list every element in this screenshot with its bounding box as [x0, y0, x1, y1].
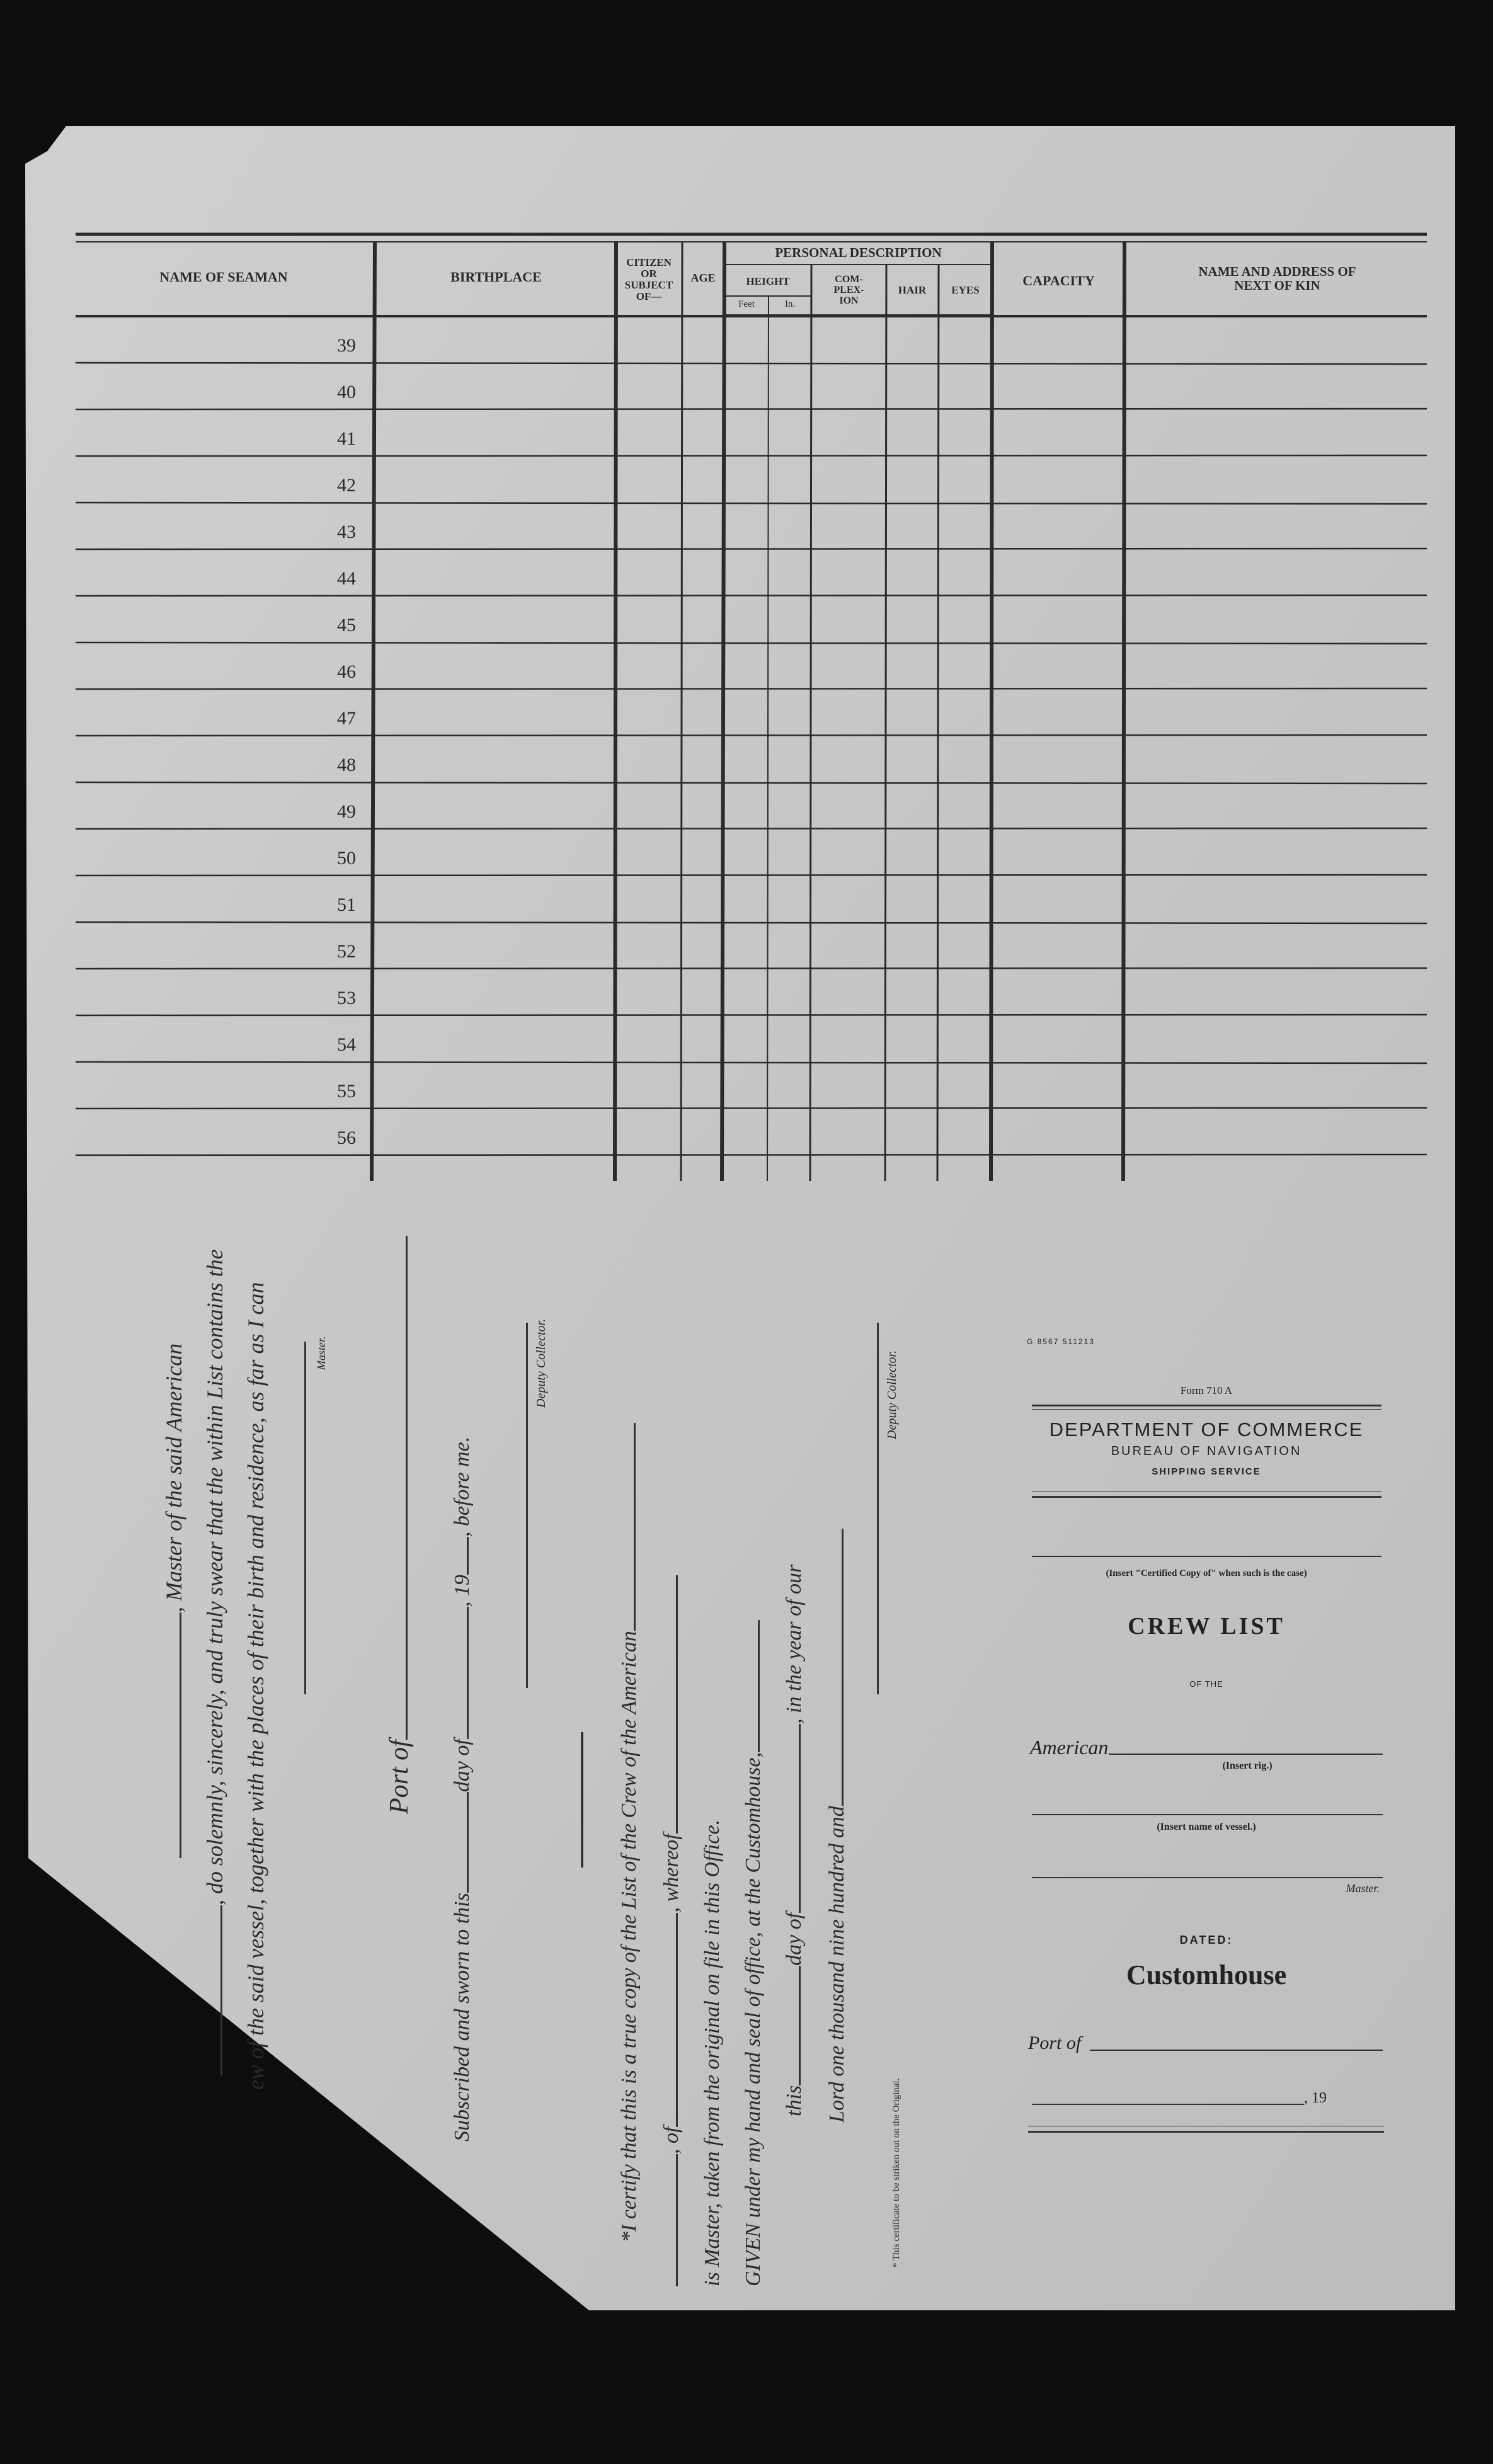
cover-rule-top-1: [1032, 1405, 1381, 1406]
cert-line-4: GIVEN under my hand and seal of office, at the Customhouse,: [741, 1620, 765, 2286]
row-number: 41: [337, 428, 356, 449]
port-of-line[interactable]: [1090, 2050, 1383, 2051]
customhouse-label: Customhouse: [1126, 1959, 1287, 1990]
deputy-collector-line-1: [526, 1323, 528, 1688]
american-label: American: [1030, 1736, 1109, 1759]
header-citizen: CITIZEN OR SUBJECT OF—: [624, 256, 673, 302]
deputy-collector-label-2: Deputy Collector.: [885, 1350, 899, 1439]
cover-master-label: Master.: [1346, 1882, 1380, 1895]
header-age: AGE: [690, 271, 716, 284]
row-number: 48: [337, 755, 356, 775]
cover-rule-mid-2: [1032, 1496, 1381, 1498]
row-number: 51: [337, 894, 356, 915]
certified-copy-line: [1032, 1556, 1381, 1557]
row-line: [76, 363, 1427, 364]
master-label: Master.: [315, 1336, 328, 1370]
cert-line-5: thisday of, in the year of our: [782, 1564, 806, 2116]
dated-label: DATED:: [1179, 1934, 1233, 1946]
header-next-of-kin: NAME AND ADDRESS OF NEXT OF KIN: [1198, 264, 1356, 294]
row-line: [76, 688, 1427, 689]
header-personal-description: PERSONAL DESCRIPTION: [775, 245, 942, 260]
header-height: HEIGHT: [746, 275, 790, 287]
row-number: 44: [337, 568, 356, 589]
insert-certified-note: (Insert "Certified Copy of" when such is the case): [1106, 1568, 1307, 1578]
oath-line-1: , Master of the said American: [161, 1343, 187, 1858]
cert-footnote: * This certificate to be striken out on the Original.: [891, 2078, 901, 2267]
row-line: [76, 1062, 1427, 1063]
row-line: [76, 875, 1427, 876]
deputy-collector-label-1: Deputy Collector.: [534, 1318, 548, 1408]
row-line: [76, 922, 1427, 923]
service-title: SHIPPING SERVICE: [1152, 1466, 1261, 1477]
row-number: 43: [337, 522, 356, 542]
bureau-title: BUREAU OF NAVIGATION: [1111, 1444, 1302, 1458]
crew-list-title: CREW LIST: [1128, 1613, 1285, 1640]
row-number: 50: [337, 848, 356, 869]
row-line: [76, 968, 1427, 969]
jurat-subscribed: Subscribed and sworn to thisday of, 19, before me.: [450, 1436, 474, 2142]
of-the-label: OF THE: [1189, 1679, 1223, 1689]
rig-line[interactable]: [1109, 1754, 1383, 1755]
header-inches: In.: [784, 299, 796, 309]
row-line: [76, 503, 1427, 504]
oath-line-2: , do solemnly, sincerely, and truly swear that the within List contains the: [202, 1249, 228, 2075]
insert-rig-note: (Insert rig.): [1222, 1760, 1273, 1771]
cover-rule-top-2: [1032, 1409, 1381, 1410]
row-number: 40: [337, 382, 356, 402]
master-name-line[interactable]: [1032, 1877, 1383, 1878]
date-line[interactable]: [1032, 2104, 1304, 2105]
divider-rule: [581, 1732, 583, 1868]
row-line: [76, 595, 1427, 596]
insert-vessel-note: (Insert name of vessel.): [1157, 1822, 1256, 1832]
row-line: [76, 782, 1427, 784]
jurat-port-of: Port of: [384, 1236, 415, 1814]
form-number: Form 710 A: [1180, 1384, 1233, 1396]
cert-line-3: is Master, taken from the original on file in this Office.: [701, 1819, 724, 2286]
header-capacity: CAPACITY: [1022, 273, 1095, 288]
row-number: 53: [337, 988, 356, 1008]
row-line: [76, 455, 1427, 456]
print-code: G 8567 511213: [1027, 1337, 1095, 1346]
row-number: 47: [337, 708, 356, 729]
header-hair: HAIR: [898, 284, 927, 296]
row-number: 39: [337, 335, 356, 356]
cover-rule-bottom-2: [1028, 2131, 1384, 2133]
row-line: [76, 735, 1427, 736]
cover-year-label: , 19: [1304, 2090, 1327, 2106]
master-signature-line: [304, 1342, 306, 1694]
row-line: [76, 1108, 1427, 1109]
row-number: 52: [337, 941, 356, 962]
row-number: 46: [337, 661, 356, 682]
row-number: 54: [337, 1034, 356, 1055]
row-line: [76, 828, 1427, 829]
row-number: 45: [337, 615, 356, 636]
cert-line-2: , of, whereof: [660, 1575, 684, 2286]
department-title: DEPARTMENT OF COMMERCE: [1049, 1418, 1364, 1440]
header-birthplace: BIRTHPLACE: [450, 269, 542, 285]
vessel-name-line[interactable]: [1032, 1814, 1383, 1815]
deputy-collector-line-2: [877, 1323, 879, 1694]
header-complexion: COM- PLEX- ION: [833, 274, 864, 306]
header-name-of-seaman: NAME OF SEAMAN: [159, 269, 288, 285]
header-eyes: EYES: [951, 284, 980, 296]
oath-line-3: ew of the said vessel, together with the places of their birth and residence, as far as I can: [243, 1282, 268, 2090]
cover-port-of-label: Port of: [1028, 2033, 1082, 2053]
row-number: 55: [337, 1081, 356, 1102]
row-line: [76, 642, 1427, 644]
header-feet: Feet: [738, 299, 755, 309]
cert-line-6: Lord one thousand nine hundred and: [825, 1529, 849, 2123]
row-number: 49: [337, 801, 356, 822]
row-number: 56: [337, 1127, 356, 1148]
row-number: 42: [337, 475, 356, 496]
cert-line-1: *I certify that this is a true copy of the List of the Crew of the American: [617, 1423, 641, 2242]
